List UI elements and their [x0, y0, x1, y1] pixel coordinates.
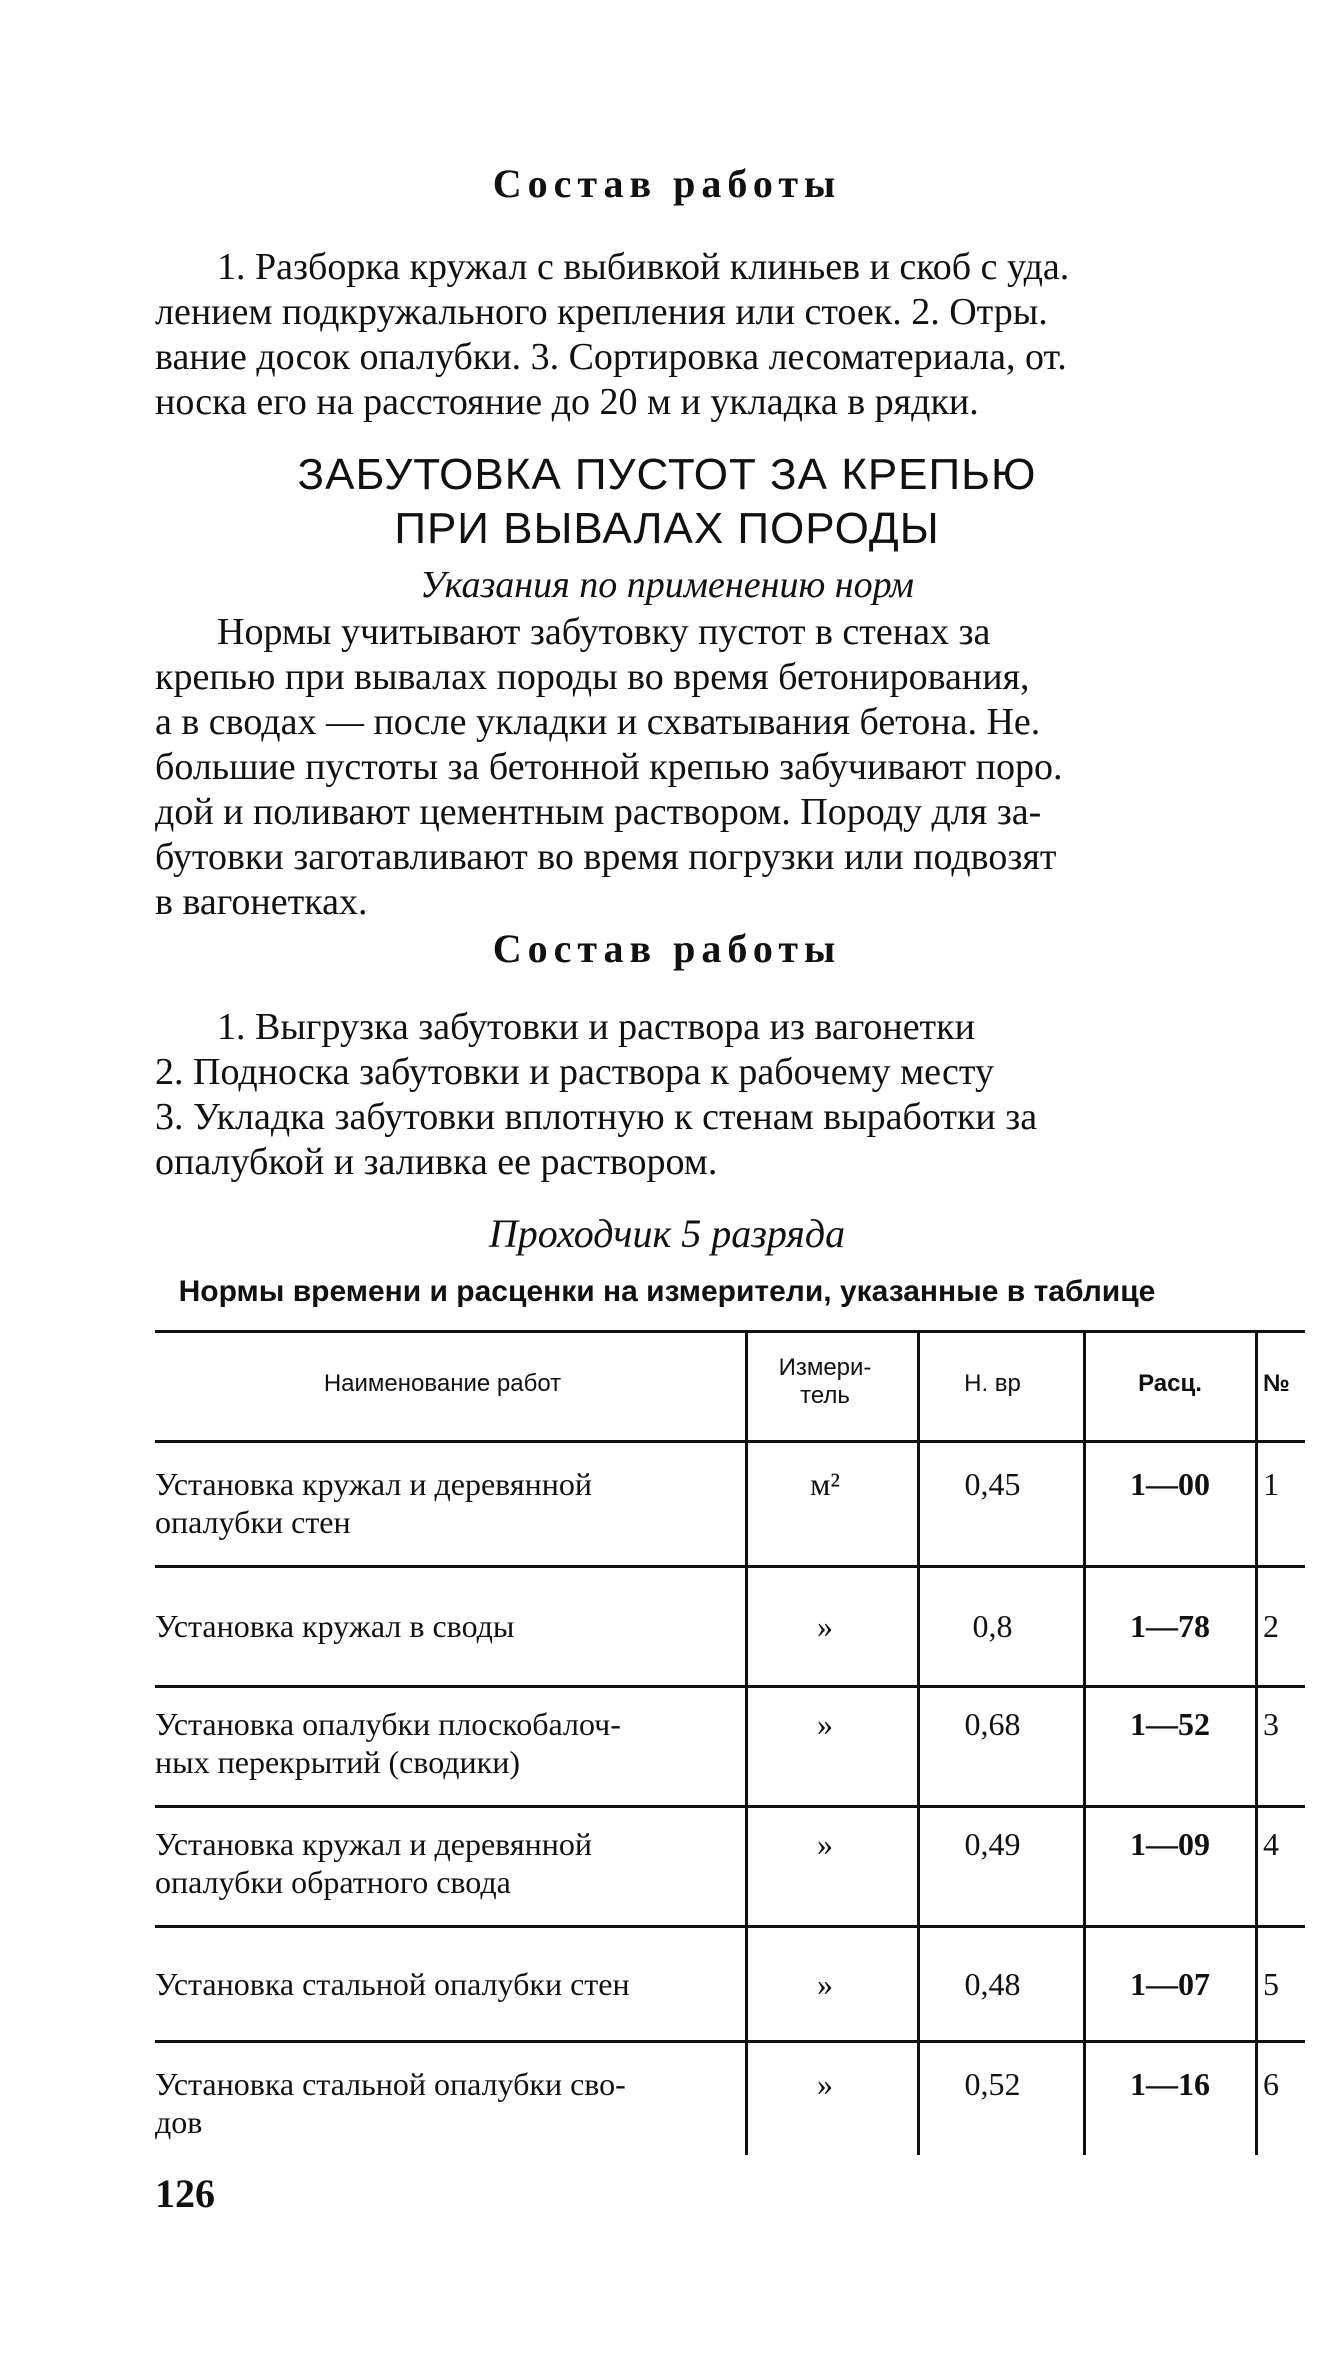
row-name-line: Установка стальной опалубки сво-: [155, 2066, 626, 2102]
paragraph-line: 2. Подноска забутовки и раствора к рабочему месту: [155, 1051, 994, 1093]
table-caption: Нормы времени и расценки на измерители, указанные в таблице: [178, 1275, 1156, 1308]
table-row-5-unit: »: [817, 1966, 833, 2002]
table-header-rule: [155, 1440, 1305, 1443]
table-row-3-unit: »: [817, 1706, 833, 1742]
row-name-line: Установка опалубки плоскобалоч-: [155, 1706, 621, 1742]
table-row-5-number: 5: [1263, 1966, 1279, 2002]
paragraph-line: дой и поливают цементным раствором. Породу для за-: [155, 791, 1042, 833]
table-row-6-unit: »: [817, 2066, 833, 2102]
paragraph-line: в вагонетках.: [155, 881, 368, 923]
table-row-2-number: 2: [1263, 1608, 1279, 1644]
table-row-1-unit: м²: [810, 1466, 840, 1502]
header-unit-line-1: Измери-: [778, 1354, 872, 1381]
table-row-4-number: 4: [1263, 1826, 1279, 1862]
table-row-4-norm-time: 0,49: [964, 1826, 1021, 1862]
column-divider: [1083, 1330, 1086, 2155]
column-divider: [745, 1330, 748, 2155]
table-row-6-rate: 1—16: [1130, 2066, 1210, 2102]
row-name-line: Установка стальной опалубки стен: [155, 1966, 630, 2002]
paragraph-line: 1. Разборка кружал с выбивкой клиньев и скоб с уда.: [217, 246, 1070, 288]
page-number: 126: [155, 2171, 215, 2216]
row-name-line: ных перекрытий (сводики): [155, 1744, 520, 1780]
table-row-5-norm-time: 0,48: [964, 1966, 1021, 2002]
instructions-paragraph: [155, 610, 1305, 925]
column-divider: [917, 1330, 920, 2155]
paragraph-line: крепью при вывалах породы во время бетонирования,: [155, 656, 1030, 698]
table-row-3-norm-time: 0,68: [964, 1706, 1021, 1742]
table-top-rule: [155, 1330, 1305, 1333]
paragraph-line: а в сводах — после укладки и схватывания бетона. Не.: [155, 701, 1041, 743]
row-separator: [155, 1805, 1305, 1808]
header-unit: [755, 1354, 895, 1410]
table-row-6-norm-time: 0,52: [964, 2066, 1021, 2102]
row-separator: [155, 1925, 1305, 1928]
table-row-6-number: 6: [1263, 2066, 1279, 2102]
table-row-2-unit: »: [817, 1608, 833, 1644]
paragraph-line: опалубкой и заливка ее раствором.: [155, 1141, 718, 1183]
header-unit-line-2: тель: [800, 1382, 850, 1409]
column-divider: [1255, 1330, 1258, 2155]
table-row-6-name: [155, 2065, 730, 2141]
table-row-4-name: [155, 1825, 730, 1901]
row-separator: [155, 2040, 1305, 2043]
header-name: Наименование работ: [323, 1370, 562, 1397]
table-row-5-name: [155, 1965, 730, 2003]
row-name-line: опалубки обратного свода: [155, 1864, 511, 1900]
table-row-3-number: 3: [1263, 1706, 1279, 1742]
table-row-4-rate: 1—09: [1130, 1826, 1210, 1862]
header-number: №: [1263, 1370, 1290, 1397]
header-rate: Расц.: [1138, 1370, 1202, 1397]
section-title-work-composition-2: Состав работы: [492, 926, 842, 971]
paragraph-line: большие пустоты за бетонной крепью забучивают поро.: [155, 746, 1063, 788]
row-name-line: Установка кружал и деревянной: [155, 1826, 592, 1862]
table-row-1-number: 1: [1263, 1466, 1279, 1502]
main-heading: [0, 448, 1334, 556]
worker-grade: Проходчик 5 разряда: [488, 1211, 846, 1256]
row-separator: [155, 1685, 1305, 1688]
table-row-4-unit: »: [817, 1826, 833, 1862]
paragraph-line: лением подкружального крепления или стоек. 2. Отры.: [155, 291, 1048, 333]
row-name-line: Установка кружал в своды: [155, 1608, 515, 1644]
row-separator: [155, 1565, 1305, 1568]
instructions-subtitle: Указания по применению норм: [420, 564, 914, 606]
paragraph-line: 1. Выгрузка забутовки и раствора из вагонетки: [217, 1006, 975, 1048]
table-row-2-norm-time: 0,8: [972, 1608, 1013, 1644]
row-name-line: дов: [155, 2104, 203, 2140]
work-composition-paragraph-2: [155, 1005, 1305, 1185]
table-row-1-norm-time: 0,45: [964, 1466, 1021, 1502]
paragraph-line: бутовки заготавливают во время погрузки или подвозят: [155, 836, 1057, 878]
section-title-work-composition-1: Состав работы: [492, 161, 842, 206]
table-row-5-rate: 1—07: [1130, 1966, 1210, 2002]
row-name-line: Установка кружал и деревянной: [155, 1466, 592, 1502]
heading-line-1: ЗАБУТОВКА ПУСТОТ ЗА КРЕПЬЮ: [297, 450, 1037, 499]
heading-line-2: ПРИ ВЫВАЛАХ ПОРОДЫ: [394, 504, 940, 553]
paragraph-line: вание досок опалубки. 3. Сортировка лесоматериала, от.: [155, 336, 1067, 378]
table-row-3-rate: 1—52: [1130, 1706, 1210, 1742]
table-row-1-rate: 1—00: [1130, 1466, 1210, 1502]
work-composition-paragraph-1: [155, 245, 1305, 425]
paragraph-line: носка его на расстояние до 20 м и укладка в рядки.: [155, 381, 979, 423]
paragraph-line: 3. Укладка забутовки вплотную к стенам выработки за: [155, 1096, 1038, 1138]
header-norm-time: Н. вр: [964, 1370, 1021, 1397]
table-row-1-name: [155, 1465, 730, 1541]
row-name-line: опалубки стен: [155, 1504, 351, 1540]
table-row-3-name: [155, 1705, 730, 1781]
table-row-2-rate: 1—78: [1130, 1608, 1210, 1644]
paragraph-line: Нормы учитывают забутовку пустот в стенах за: [217, 611, 991, 653]
table-row-2-name: [155, 1607, 730, 1645]
